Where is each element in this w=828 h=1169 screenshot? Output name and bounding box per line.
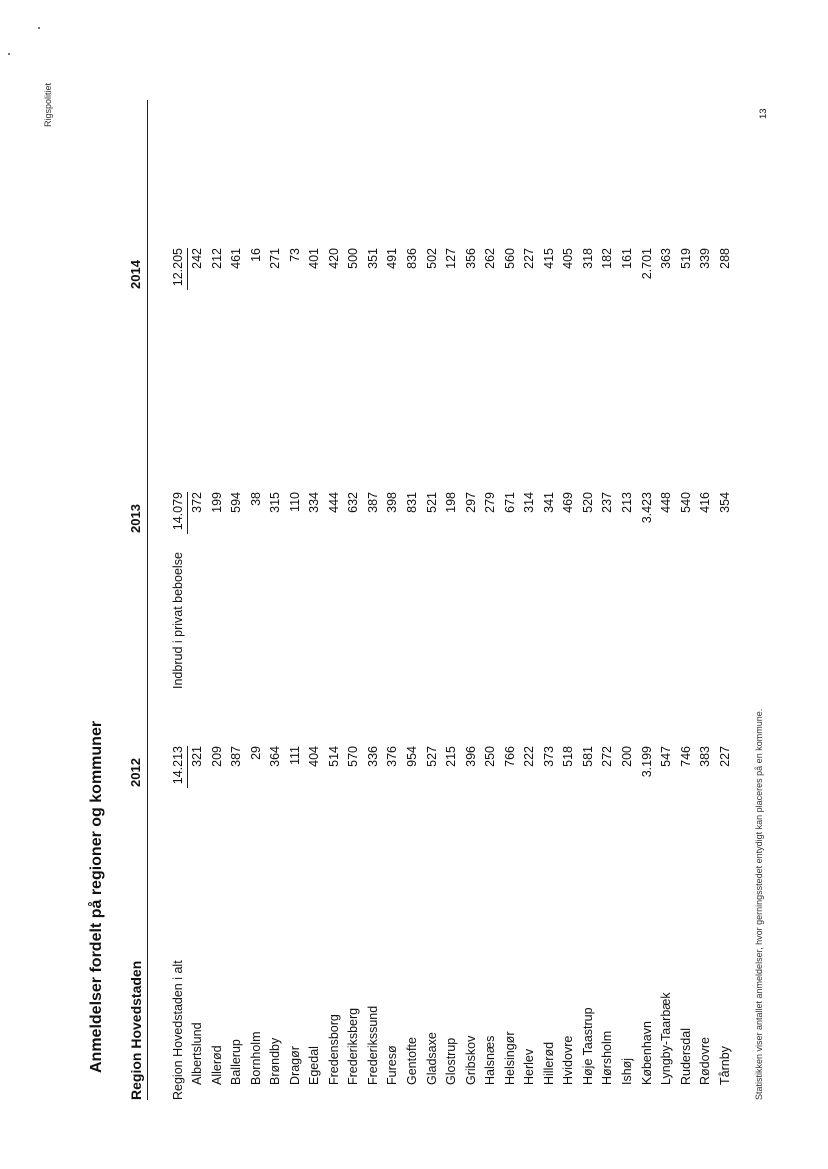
- value-cell-2014: 502: [424, 248, 439, 269]
- value-cell-2014: 127: [444, 248, 459, 269]
- value-cell-2013: 398: [385, 492, 400, 513]
- value-cell-2014: 227: [522, 248, 537, 269]
- value-cell-2013: 38: [248, 492, 263, 506]
- value-cell-2012: 376: [385, 746, 400, 767]
- value-cell-2014: 339: [698, 248, 713, 269]
- value-cell-2014: 351: [365, 248, 380, 269]
- table-row: [559, 100, 579, 1100]
- table-row: [247, 100, 267, 1100]
- value-cell-2012: 111: [287, 746, 302, 766]
- value-cell-2012: 383: [698, 746, 713, 767]
- table-row: [481, 100, 501, 1100]
- municipality-name: København: [639, 1021, 654, 1085]
- page-number: 13: [758, 108, 769, 119]
- value-cell-2012: 272: [600, 746, 615, 767]
- municipality-name: Hvidovre: [561, 1035, 576, 1085]
- table-row: [364, 100, 384, 1100]
- value-cell-2013: 469: [561, 492, 576, 513]
- value-cell-2012: 321: [190, 746, 204, 767]
- table-row: [462, 100, 482, 1100]
- value-cell-2012: 514: [326, 746, 341, 767]
- value-cell-2012: 766: [502, 746, 517, 767]
- table-row: [305, 100, 325, 1100]
- municipality-name: Ballerup: [229, 1039, 244, 1085]
- value-cell-2012: 954: [405, 746, 420, 767]
- municipality-name: Rudersdal: [678, 1028, 693, 1085]
- value-cell-2013: 594: [229, 492, 244, 513]
- value-cell-2012: 581: [580, 746, 595, 767]
- value-cell-2013: 213: [620, 492, 635, 513]
- municipality-name: Frederiksberg: [346, 1007, 361, 1085]
- value-cell-2013: 341: [541, 492, 556, 513]
- municipality-name: Helsingør: [502, 1031, 517, 1085]
- year-header-2013: 2013: [128, 504, 143, 533]
- table-row: [344, 100, 364, 1100]
- value-cell-2012: 518: [561, 746, 576, 767]
- value-cell-2014: 500: [346, 248, 361, 269]
- value-cell-2012: 373: [541, 746, 556, 767]
- municipality-name: Furesø: [385, 1045, 400, 1085]
- value-cell-2014: 318: [580, 248, 595, 269]
- table-row: [520, 100, 540, 1100]
- year-header-2014: 2014: [128, 260, 143, 289]
- municipality-name: Gladsaxe: [424, 1032, 439, 1085]
- value-cell-2014: 356: [463, 248, 478, 269]
- table-row: [208, 100, 228, 1100]
- total-row-label: Region Hovedstaden i alt: [171, 960, 185, 1100]
- table-row: [325, 100, 345, 1100]
- municipality-name: Herlev: [522, 1048, 537, 1085]
- value-cell-2013: 315: [268, 492, 283, 513]
- value-cell-2013: 387: [365, 492, 380, 513]
- value-cell-2012: 209: [209, 746, 224, 767]
- value-cell-2012: 3.199: [639, 746, 654, 778]
- value-cell-2014: 519: [678, 248, 693, 269]
- value-cell-2012: 387: [229, 746, 244, 767]
- value-cell-2013: 671: [502, 492, 517, 513]
- value-cell-2012: 200: [620, 746, 635, 767]
- page-title: Anmeldelser fordelt på regioner og kommuner: [88, 720, 105, 1073]
- municipality-name: Hørsholm: [600, 1030, 615, 1085]
- total-value-2012: 14.213: [171, 746, 185, 785]
- value-cell-2013: 520: [580, 492, 595, 513]
- value-cell-2012: 746: [678, 746, 693, 767]
- table-row: [657, 100, 677, 1100]
- municipality-name: Tårnby: [717, 1046, 732, 1085]
- value-cell-2013: 521: [424, 492, 439, 513]
- municipality-name: Dragør: [287, 1046, 302, 1085]
- table-row: [598, 100, 618, 1100]
- municipality-name: Halsnæs: [483, 1035, 498, 1085]
- value-cell-2013: 237: [600, 492, 615, 513]
- value-cell-2014: 288: [717, 248, 732, 269]
- value-cell-2013: 279: [483, 492, 498, 513]
- scan-speck: [38, 27, 40, 29]
- value-cell-2013: 540: [678, 492, 693, 513]
- value-cell-2013: 297: [463, 492, 478, 513]
- header-rule: [147, 100, 148, 1100]
- table-row: [442, 100, 462, 1100]
- value-cell-2014: 491: [385, 248, 400, 269]
- municipality-name: Brøndby: [268, 1037, 283, 1085]
- value-cell-2014: 271: [268, 248, 283, 269]
- value-cell-2014: 401: [307, 248, 322, 269]
- value-cell-2012: 570: [346, 746, 361, 767]
- value-cell-2014: 16: [248, 248, 263, 262]
- value-cell-2012: 547: [659, 746, 674, 767]
- table-row: [716, 100, 736, 1100]
- value-cell-2012: 336: [365, 746, 380, 767]
- table-row: [501, 100, 521, 1100]
- value-cell-2013: 831: [405, 492, 420, 513]
- table-row: [286, 100, 306, 1100]
- municipality-name: Allerød: [209, 1045, 224, 1085]
- value-cell-2012: 364: [268, 746, 283, 767]
- municipality-name: Albertslund: [190, 1022, 204, 1085]
- municipality-table: [188, 100, 735, 1100]
- scan-speck: [8, 53, 10, 55]
- region-heading: Region Hovedstaden: [128, 960, 144, 1100]
- value-cell-2013: 199: [209, 492, 224, 513]
- value-cell-2014: 363: [659, 248, 674, 269]
- value-cell-2013: 416: [698, 492, 713, 513]
- municipality-name: Høje Taastrup: [580, 1007, 595, 1085]
- total-value-2013: 14.079: [171, 492, 185, 531]
- value-cell-2014: 212: [209, 248, 224, 269]
- value-cell-2013: 198: [444, 492, 459, 513]
- value-cell-2014: 2.701: [639, 248, 654, 280]
- value-cell-2013: 334: [307, 492, 322, 513]
- value-cell-2012: 222: [522, 746, 537, 767]
- value-cell-2012: 215: [444, 746, 459, 767]
- municipality-name: Bornholm: [248, 1031, 263, 1085]
- value-cell-2012: 250: [483, 746, 498, 767]
- value-cell-2014: 73: [287, 248, 302, 262]
- value-cell-2014: 262: [483, 248, 498, 269]
- value-cell-2013: 444: [326, 492, 341, 513]
- value-cell-2012: 227: [717, 746, 732, 767]
- municipality-name: Ishøj: [620, 1057, 635, 1085]
- value-cell-2014: 182: [600, 248, 615, 269]
- table-row: [403, 100, 423, 1100]
- value-cell-2014: 242: [190, 248, 204, 269]
- value-cell-2014: 836: [405, 248, 420, 269]
- column-subheader: Indbrud i privat beboelse: [171, 552, 185, 689]
- value-cell-2014: 161: [620, 248, 635, 269]
- total-value-2014: 12.205: [171, 248, 185, 287]
- org-name: Rigspolitiet: [43, 82, 53, 127]
- value-cell-2014: 560: [502, 248, 517, 269]
- table-row: [227, 100, 247, 1100]
- value-cell-2013: 632: [346, 492, 361, 513]
- municipality-name: Lyngby-Taarbæk: [659, 992, 674, 1085]
- table-row: [579, 100, 599, 1100]
- value-cell-2013: 372: [190, 492, 204, 513]
- value-cell-2013: 314: [522, 492, 537, 513]
- municipality-name: Gribskov: [463, 1035, 478, 1085]
- value-cell-2014: 405: [561, 248, 576, 269]
- value-cell-2012: 29: [248, 746, 263, 760]
- municipality-name: Egedal: [307, 1046, 322, 1085]
- value-cell-2013: 354: [717, 492, 732, 513]
- table-row: [540, 100, 560, 1100]
- value-cell-2013: 3.423: [639, 492, 654, 524]
- municipality-name: Frederikssund: [365, 1005, 380, 1085]
- value-cell-2014: 461: [229, 248, 244, 269]
- municipality-name: Fredensborg: [326, 1014, 341, 1085]
- municipality-name: Hillerød: [541, 1041, 556, 1085]
- municipality-name: Gentofte: [405, 1037, 420, 1085]
- table-row: [266, 100, 286, 1100]
- value-cell-2012: 396: [463, 746, 478, 767]
- table-row: [423, 100, 443, 1100]
- value-cell-2013: 448: [659, 492, 674, 513]
- footnote: Statistikken viser antallet anmeldelser, hvor gerningsstedet entydigt kan placeres på en kommune.: [754, 708, 764, 1100]
- value-cell-2014: 420: [326, 248, 341, 269]
- table-row: [677, 100, 697, 1100]
- value-cell-2013: 110: [287, 492, 302, 512]
- table-row: [188, 100, 208, 1100]
- table-row: [618, 100, 638, 1100]
- value-cell-2012: 527: [424, 746, 439, 767]
- value-cell-2012: 404: [307, 746, 322, 767]
- year-header-2012: 2012: [128, 758, 143, 787]
- table-row: [638, 100, 658, 1100]
- municipality-name: Rødovre: [698, 1037, 713, 1085]
- table-row: [383, 100, 403, 1100]
- value-cell-2014: 415: [541, 248, 556, 269]
- table-row: [696, 100, 716, 1100]
- municipality-name: Glostrup: [444, 1037, 459, 1085]
